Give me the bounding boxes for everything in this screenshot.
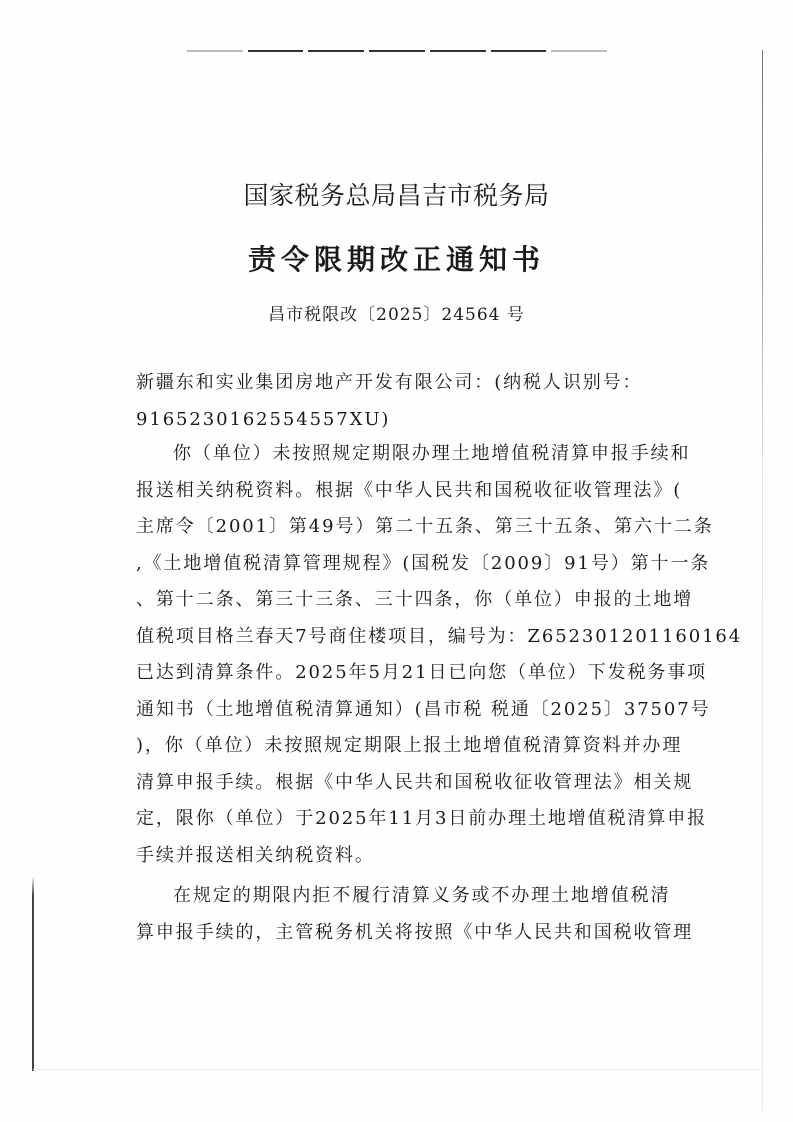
paragraph-consequence	[136, 878, 694, 951]
paragraph-line: 算申报手续的，主管税务机关将按照《中华人民共和国税收管理	[136, 921, 694, 943]
paragraph-line: ,《土地增值税清算管理规程》(国税发〔2009〕91号）第十一条	[136, 552, 711, 574]
top-scan-rule	[187, 50, 607, 52]
paragraph-line: 通知书（土地增值税清算通知）(昌市税 税通〔2025〕37507号	[136, 698, 711, 720]
addressee-line: 新疆东和实业集团房地产开发有限公司：(纳税人识别号：	[136, 372, 643, 393]
paragraph-line: 、第十二条、第三十三条、三十四条，你（单位）申报的土地增	[136, 589, 694, 610]
page-edge-bottom	[33, 1069, 763, 1070]
paragraph-line: 你（单位）未按照规定期限办理土地增值税清算申报手续和	[173, 443, 691, 464]
paragraph-line: 主席令〔2001〕第49号）第二十五条、第三十五条、第六十二条	[136, 516, 714, 537]
document-number: 昌市税限改〔2025〕24564 号	[268, 305, 525, 325]
addressee	[136, 365, 684, 438]
issuer-name: 国家税务总局昌吉市税务局	[243, 181, 550, 210]
paragraph-line: 定，限你（单位）于2025年11月3日前办理土地增值税清算申报	[136, 808, 708, 829]
paragraph-line: )，你（单位）未按照规定期限上报土地增值税清算资料并办理	[136, 735, 683, 756]
paragraph-line: 在规定的期限内拒不履行清算义务或不办理土地增值税清	[173, 885, 671, 906]
paragraph-line: 报送相关纳税资料。根据《中华人民共和国税收征收管理法》(	[136, 479, 683, 501]
paragraph-line: 已达到清算条件。2025年5月21日已向您（单位）下发税务事项	[136, 662, 708, 683]
document-title: 责令限期改正通知书	[247, 243, 545, 276]
addressee-line: 9165230162554557XU)	[136, 408, 391, 430]
paragraph-line: 值税项目格兰春天7号商住楼项目，编号为：Z652301201160164	[136, 625, 743, 647]
paragraph-line: 清算申报手续。根据《中华人民共和国税收征收管理法》相关规	[136, 771, 694, 793]
paragraph-line: 手续并报送相关纳税资料。	[136, 844, 375, 866]
paragraph-notice	[136, 436, 743, 874]
page-edge-left	[32, 876, 34, 1071]
